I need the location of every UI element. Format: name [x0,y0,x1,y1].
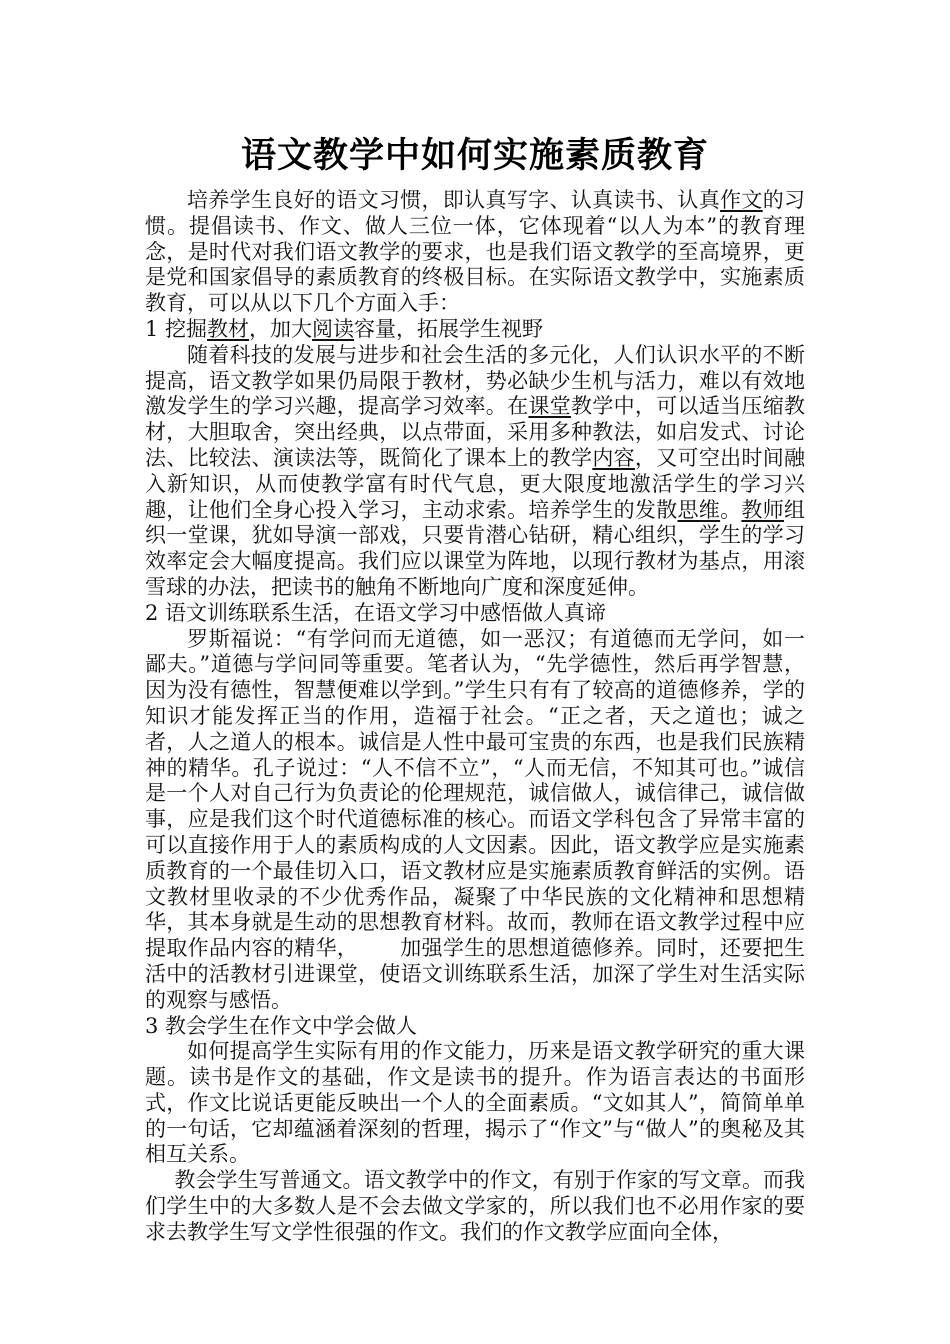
section-1-heading [145,317,805,343]
text-run: 容量，拓展学生视野 [354,316,544,341]
link-zuowen[interactable]: 作文 [720,188,763,212]
document-title: 语文教学中如何实施素质教育 [240,136,709,176]
text-run: ，又可空出时间融入新知识，从而使教学富有时代气息，更大限度地激活学生的学习兴趣，让他们全身心投入学习，主动求索。培养学生的发散 [145,445,806,522]
section-2-paragraph: 罗斯福说：“有学问而无道德，如一恶汉；有道德而无学问，如一鄙夫。”道德与学问同等重要。笔者认为，“先学德性，然后再学智慧，因为没有德性，智慧便难以学到。”学生只有有了较高的道德修养，学的知识才能发挥正当的作用，造福于社会。“正之者，天之道也；诚之者，人之道人的根本。诚信是人性中最可宝贵的东西，也是我们民族精神的精华。孔子说过：“人不信不立”，“人而无信，不知其可也。”诚信是一个人对自己行为负责论的伦理规范，诚信做人，诚信律己，诚信做事，应是我们这个时代道德标准的核心。而语文学科包含了异常丰富的可以直接作用于人的素质构成的人文因素。因此，语文教学应是实施素质教育的一个最佳切入口，语文教材应是实施素质教育鲜活的实例。语文教材里收录的不少优秀作品，凝聚了中华民族的文化精神和思想精华，其本身就是生动的思想教育材料。故而，教师在语文教学过程中应提取作品内容的精华， 加强学生的思想道德修养。同时，还要把生活中的活教材引进课堂，使语文训练联系生活，加深了学生对生活实际的观察与感悟。 [145,626,805,1012]
text-run: 培养学生良好的语文习惯，即认真写字、认真读书、认真 [187,188,721,212]
text-run: 随着科技的发展与进步和社会生活的多元化，人们认识水平的不断提高，语文教学如果仍局限于教材，势必缺少生机与活力，难以有效地激发学生的学习兴趣，提高学习效率。在 [145,342,805,419]
link-ketang[interactable]: 课堂 [528,394,572,419]
section-3-paragraph-1: 如何提高学生实际有用的作文能力，历来是语文教学研究的重大课题。读书是作文的基础，作文是读书的提升。作为语言表达的书面形式，作文比说话更能反映出一个人的全面素质。“文如其人”，简简单单的一句话，它却蕴涵着深刻的哲理，揭示了“作文”与“做人”的奥秘及其相互关系。 [145,1039,805,1167]
section-3-heading: 3 教会学生在作文中学会做人 [145,1013,418,1038]
text-run: ，加大 [249,316,313,341]
link-neirong[interactable]: 内容 [592,445,635,470]
intro-paragraph [145,188,805,317]
section-3-paragraph-2: 教会学生写普通文。语文教学中的作文，有别于作家的写文章。而我们学生中的大多数人是不会去做文学家的，所以我们也不必用作家的要求去教学生写文学性很强的作文。我们的作文教学应面向全体， [145,1168,805,1244]
link-jiaocai[interactable]: 教材 [207,316,250,341]
text-run: 的习惯。提倡读书、作文、做人三位一体，它体现着“以人为本”的教育理念，是时代对我们语文教学的要求，也是我们语文教学的至高境界，更是党和国家倡导的素质教育的终极目标。在实际语文教学中，实施素质教育，可以从以下几个方面入手： [145,188,806,316]
link-siwei[interactable]: 思维 [677,497,721,522]
section-1-paragraph [145,343,805,601]
link-jiaoshi[interactable]: 教师 [741,497,785,522]
section-2-heading: 2 语文训练联系生活，在语文学习中感悟做人真谛 [145,600,607,625]
text-run: 教学中，可以适当压缩教材，大胆取舍，突出经典，以点带面，采用多种教法，如启发式、讨论法、比较法、演读法等，既简化了课本上的教学 [145,394,806,470]
document-body [145,188,805,1246]
text-run: 1 挖掘 [145,316,208,341]
text-run: 组织一堂课，犹如导演一部戏，只要肯潜心钻研，精心组织，学生的学习效率定会大幅度提高。我们应以课堂为阵地，以现行教材为基点，用滚雪球的办法，把读书的触角不断地向广度和深度延伸。 [145,497,806,599]
link-yuedu[interactable]: 阅读 [312,316,355,341]
text-run: 。 [720,497,742,522]
